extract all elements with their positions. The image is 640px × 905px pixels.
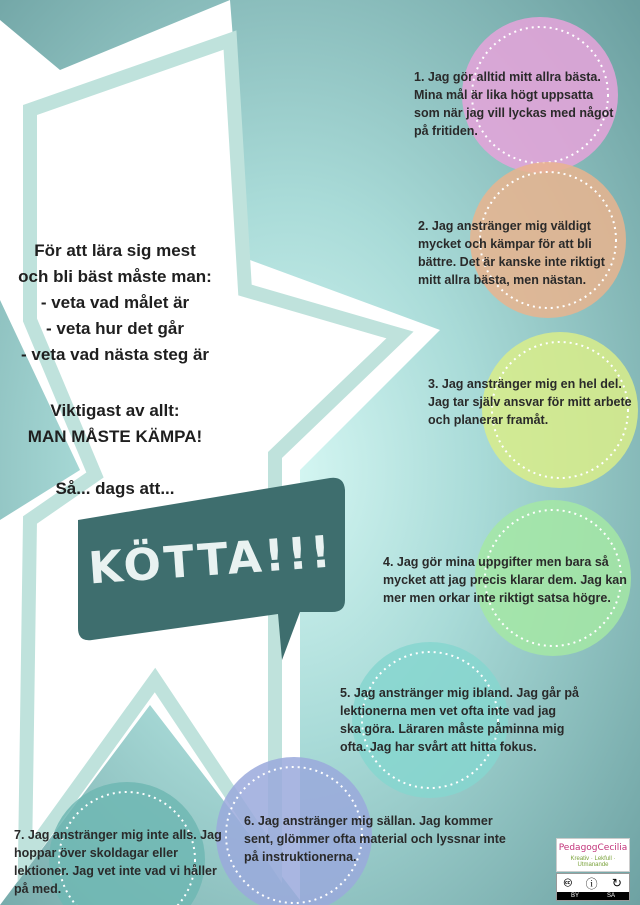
logo-tagline: Kreativ · Lekfull · Utmanande — [570, 856, 616, 868]
level-2-text: 2. Jag anstränger mig väldigt mycket och kämpar för att bli bättre. Det är kanske inte riktigt mitt allra bästa, men nästan. — [418, 219, 605, 287]
intro-line: För att lära sig mest — [34, 241, 196, 260]
dags-text: Så... dags att... — [55, 479, 175, 498]
important-line-1: Viktigast av allt: — [50, 401, 180, 420]
pedagogcecilia-logo — [556, 838, 630, 872]
intro-line: - veta hur det går — [46, 319, 184, 338]
by-icon: ⓘ — [585, 876, 598, 891]
level-3-text: 3. Jag anstränger mig en hel del. Jag tar själv ansvar för mitt arbete och planerar framåt. — [428, 377, 632, 427]
intro-line: - veta vad nästa steg är — [20, 345, 210, 364]
kotta-text: KÖTTA!!! — [86, 526, 336, 594]
important-heading — [0, 398, 230, 450]
cc-license-badge — [556, 873, 630, 901]
license-by-label: BY — [570, 893, 579, 899]
level-5-text: 5. Jag anstränger mig ibland. Jag går på lektionerna men vet ofta inte vad jag ska göra. Läraren måste påminna mig ofta. Jag har svårt att hitta fokus. — [340, 686, 579, 754]
cc-icon: 🅭 — [564, 875, 572, 890]
level-7-text: 7. Jag anstränger mig inte alls. Jag hoppar över skoldagar eller lektioner. Jag vet inte vad vi håller på med. — [14, 828, 222, 896]
intro-text — [0, 238, 230, 368]
license-sa-label: SA — [606, 893, 615, 899]
sa-icon: ↻ — [611, 876, 622, 890]
level-1-text: 1. Jag gör alltid mitt allra bästa. Mina mål är lika högt uppsatta som när jag vill lyckas med något på fritiden. — [414, 70, 614, 138]
intro-line: och bli bäst måste man: — [18, 267, 212, 286]
intro-line: - veta vad målet är — [40, 293, 190, 312]
important-line-2: MAN MÅSTE KÄMPA! — [27, 427, 203, 446]
logo-name: PedagogCecilia — [558, 843, 628, 853]
level-6-text: 6. Jag anstränger mig sällan. Jag kommer sent, glömmer ofta material och lyssnar inte på instruktionerna. — [244, 814, 506, 864]
level-4-text: 4. Jag gör mina uppgifter men bara så mycket att jag precis klarar dem. Jag kan mer men orkar inte riktigt satsa högre. — [383, 555, 627, 605]
